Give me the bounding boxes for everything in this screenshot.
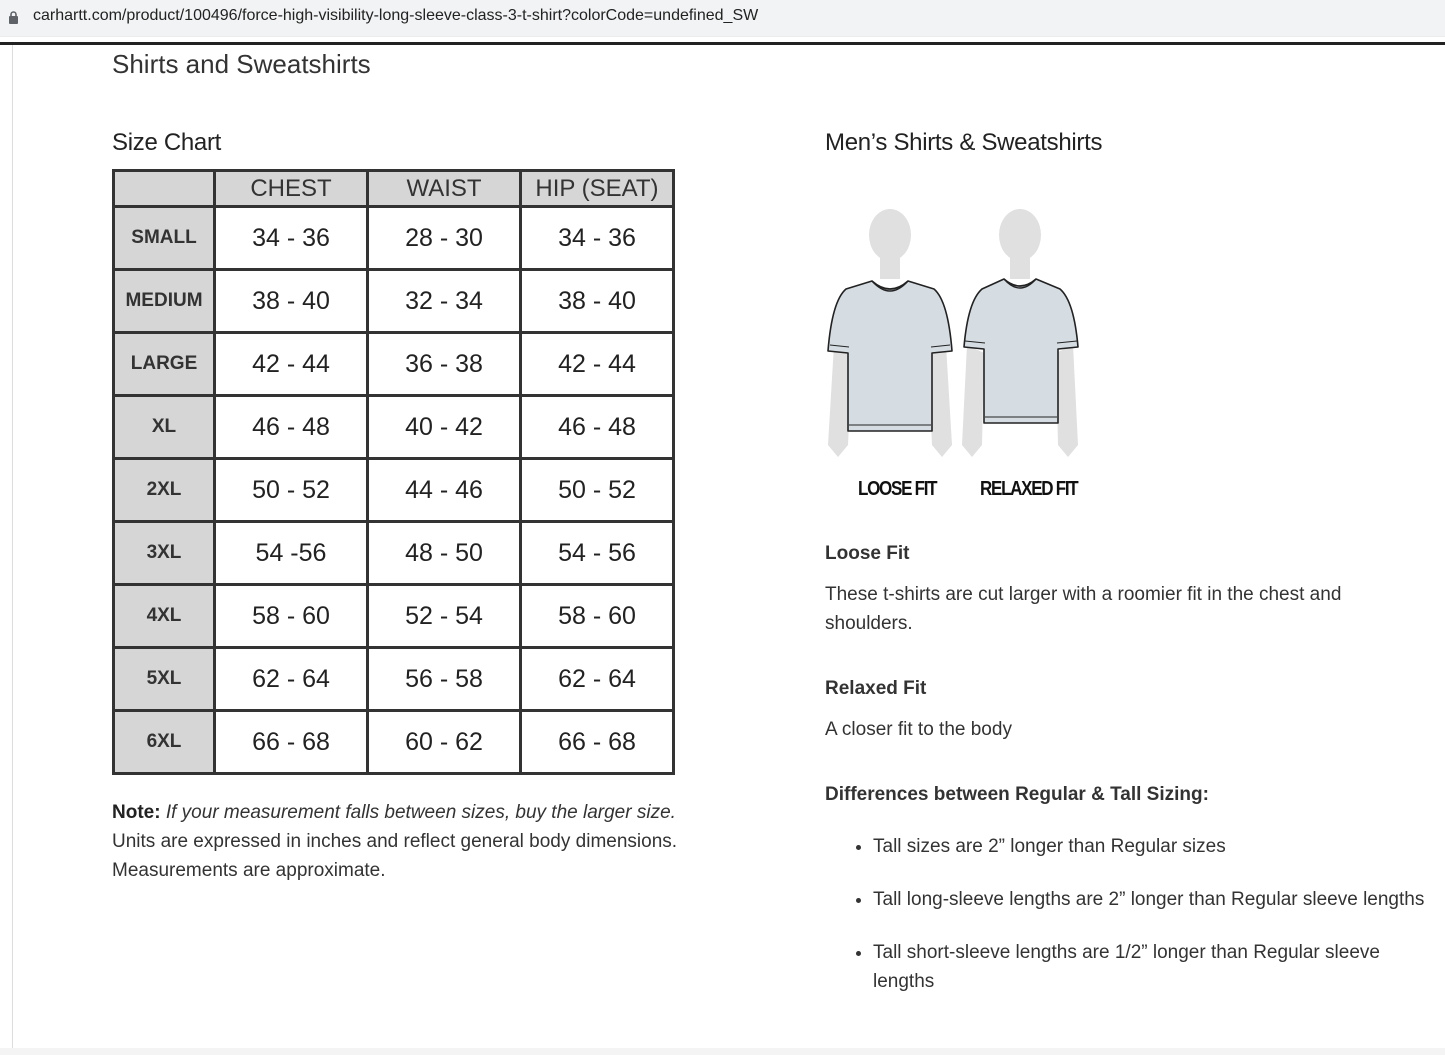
hip-value: 58 - 60 <box>521 585 674 648</box>
page-title: Shirts and Sweatshirts <box>112 49 371 79</box>
url-text[interactable]: carhartt.com/product/100496/force-high-visibility-long-sleeve-class-3-t-shirt?colorCode=undefined_SW <box>33 7 759 24</box>
size-label: MEDIUM <box>114 270 215 333</box>
note-label: Note: <box>112 802 161 823</box>
loose-fit-shirt-icon <box>828 209 952 457</box>
bottom-strip <box>0 1048 1445 1055</box>
relaxed-fit-label: RELAXED FIT <box>980 478 1078 500</box>
waist-value: 48 - 50 <box>368 522 521 585</box>
table-row <box>114 711 674 774</box>
waist-value: 40 - 42 <box>368 396 521 459</box>
relaxed-fit-title: Relaxed Fit <box>825 678 927 699</box>
corner-cell <box>114 171 215 207</box>
fit-guide-heading: Men’s Shirts & Sweatshirts <box>825 129 1103 156</box>
relaxed-fit-description: A closer fit to the body <box>825 719 1012 740</box>
waist-value: 28 - 30 <box>368 207 521 270</box>
hip-value: 54 - 56 <box>521 522 674 585</box>
size-chart-heading: Size Chart <box>112 129 222 156</box>
chest-value: 54 -56 <box>215 522 368 585</box>
header-divider <box>0 42 1445 45</box>
list-item: • Tall sizes are 2” longer than Regular sizes <box>873 832 1433 861</box>
waist-value: 60 - 62 <box>368 711 521 774</box>
size-label: XL <box>114 396 215 459</box>
list-item: • Tall short-sleeve lengths are 1/2” longer than Regular sleeve lengths <box>873 938 1433 996</box>
left-border <box>12 45 13 1055</box>
chest-value: 50 - 52 <box>215 459 368 522</box>
chest-value: 42 - 44 <box>215 333 368 396</box>
chest-value: 62 - 64 <box>215 648 368 711</box>
column-header-hip: HIP (SEAT) <box>521 171 674 207</box>
size-label: 5XL <box>114 648 215 711</box>
loose-fit-description: These t-shirts are cut larger with a roomier fit in the chest and shoulders. <box>825 584 1342 634</box>
waist-value: 36 - 38 <box>368 333 521 396</box>
relaxed-fit-shirt-icon <box>962 209 1078 457</box>
table-row <box>114 270 674 333</box>
size-label: SMALL <box>114 207 215 270</box>
hip-value: 50 - 52 <box>521 459 674 522</box>
hip-value: 66 - 68 <box>521 711 674 774</box>
column-header-chest: CHEST <box>215 171 368 207</box>
note-italic: If your measurement falls between sizes, buy the larger size. <box>165 802 676 823</box>
note-approx: Measurements are approximate. <box>112 860 386 881</box>
hip-value: 42 - 44 <box>521 333 674 396</box>
lock-icon <box>8 11 19 24</box>
sizing-differences-title: Differences between Regular & Tall Sizing: <box>825 784 1209 805</box>
chest-value: 58 - 60 <box>215 585 368 648</box>
chest-value: 34 - 36 <box>215 207 368 270</box>
loose-fit-label: LOOSE FIT <box>858 478 937 500</box>
note-units: Units are expressed in inches and reflect general body dimensions. <box>112 831 678 852</box>
table-row <box>114 396 674 459</box>
waist-value: 52 - 54 <box>368 585 521 648</box>
hip-value: 38 - 40 <box>521 270 674 333</box>
size-label: 2XL <box>114 459 215 522</box>
table-row <box>114 459 674 522</box>
sizing-differences-list <box>825 832 1433 1020</box>
chest-value: 38 - 40 <box>215 270 368 333</box>
waist-value: 44 - 46 <box>368 459 521 522</box>
table-row <box>114 648 674 711</box>
chest-value: 46 - 48 <box>215 396 368 459</box>
list-item: • Tall long-sleeve lengths are 2” longer than Regular sleeve lengths <box>873 885 1433 914</box>
waist-value: 32 - 34 <box>368 270 521 333</box>
chest-value: 66 - 68 <box>215 711 368 774</box>
hip-value: 46 - 48 <box>521 396 674 459</box>
size-label: LARGE <box>114 333 215 396</box>
fit-illustration <box>822 205 1084 465</box>
size-label: 3XL <box>114 522 215 585</box>
table-row <box>114 333 674 396</box>
table-row <box>114 522 674 585</box>
hip-value: 34 - 36 <box>521 207 674 270</box>
size-label: 6XL <box>114 711 215 774</box>
table-row <box>114 585 674 648</box>
loose-fit-title: Loose Fit <box>825 543 910 564</box>
size-note <box>112 798 712 885</box>
address-bar[interactable] <box>0 0 1445 37</box>
size-label: 4XL <box>114 585 215 648</box>
table-header-row <box>114 171 674 207</box>
column-header-waist: WAIST <box>368 171 521 207</box>
size-chart-table <box>112 169 675 775</box>
hip-value: 62 - 64 <box>521 648 674 711</box>
waist-value: 56 - 58 <box>368 648 521 711</box>
table-row <box>114 207 674 270</box>
